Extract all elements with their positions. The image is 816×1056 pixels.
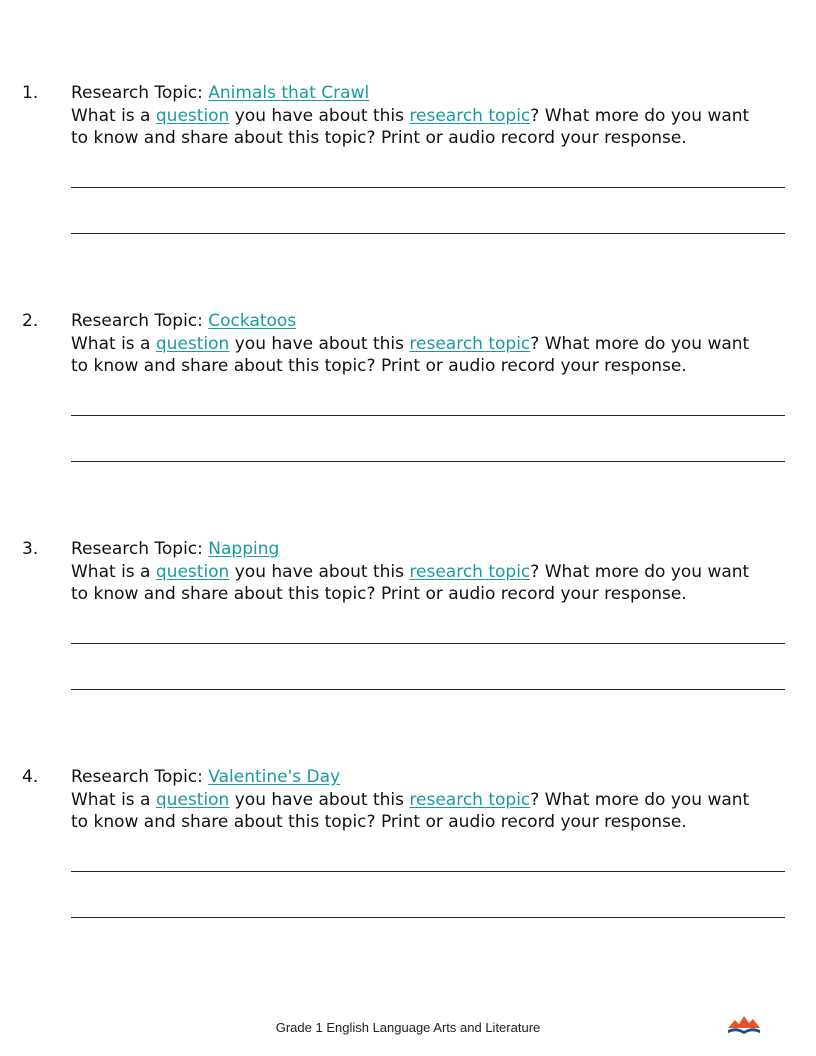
prompt-line-2: to know and share about this topic? Print or audio record your response. [71,812,687,832]
prompt-line-1 [71,561,786,584]
prompt-text: you have about this [229,561,410,582]
question-link[interactable]: question [155,561,230,582]
topic-line [71,82,786,105]
prompt-line-1 [71,105,786,128]
question-number: 4. [22,767,39,787]
topic-link[interactable]: Napping [208,539,280,559]
prompt-text: What is a [71,333,156,354]
topic-label: Research Topic: [71,539,209,559]
topic-line [71,766,786,789]
topic-line [71,310,786,333]
topic-label: Research Topic: [71,311,209,331]
prompt-text: What is a [71,561,156,582]
answer-line[interactable] [71,415,785,416]
question-body [71,310,786,378]
question-body [71,82,786,150]
answer-line[interactable] [71,871,785,872]
answer-line[interactable] [71,187,785,188]
topic-label: Research Topic: [71,767,209,787]
prompt-text: you have about this [229,789,410,810]
topic-link[interactable]: Valentine's Day [208,767,341,787]
prompt-line-1 [71,333,786,356]
mountain-book-logo-icon [726,1013,762,1037]
prompt-text: What is a [71,789,156,810]
answer-line[interactable] [71,461,785,462]
question-link[interactable]: question [155,105,230,126]
topic-link[interactable]: Animals that Crawl [208,83,370,103]
research-topic-link[interactable]: research topic [409,789,531,810]
question-link[interactable]: question [155,789,230,810]
prompt-text: ? What more do you want [530,105,750,126]
prompt-text: you have about this [229,333,410,354]
question-number: 1. [22,83,39,103]
question-body [71,538,786,606]
topic-label: Research Topic: [71,83,209,103]
question-number: 3. [22,539,39,559]
answer-line[interactable] [71,233,785,234]
prompt-line-2: to know and share about this topic? Print or audio record your response. [71,356,687,376]
topic-line [71,538,786,561]
prompt-text: What is a [71,105,156,126]
research-topic-link[interactable]: research topic [409,561,531,582]
prompt-text: you have about this [229,105,410,126]
answer-line[interactable] [71,689,785,690]
prompt-text: ? What more do you want [530,561,750,582]
prompt-line-1 [71,789,786,812]
prompt-line-2: to know and share about this topic? Print or audio record your response. [71,584,687,604]
answer-line[interactable] [71,643,785,644]
question-number: 2. [22,311,39,331]
prompt-text: ? What more do you want [530,333,750,354]
answer-line[interactable] [71,917,785,918]
question-link[interactable]: question [155,333,230,354]
research-topic-link[interactable]: research topic [409,105,531,126]
footer-text: Grade 1 English Language Arts and Literature [275,1020,541,1035]
topic-link[interactable]: Cockatoos [208,311,297,331]
question-body [71,766,786,834]
prompt-text: ? What more do you want [530,789,750,810]
research-topic-link[interactable]: research topic [409,333,531,354]
prompt-line-2: to know and share about this topic? Print or audio record your response. [71,128,687,148]
